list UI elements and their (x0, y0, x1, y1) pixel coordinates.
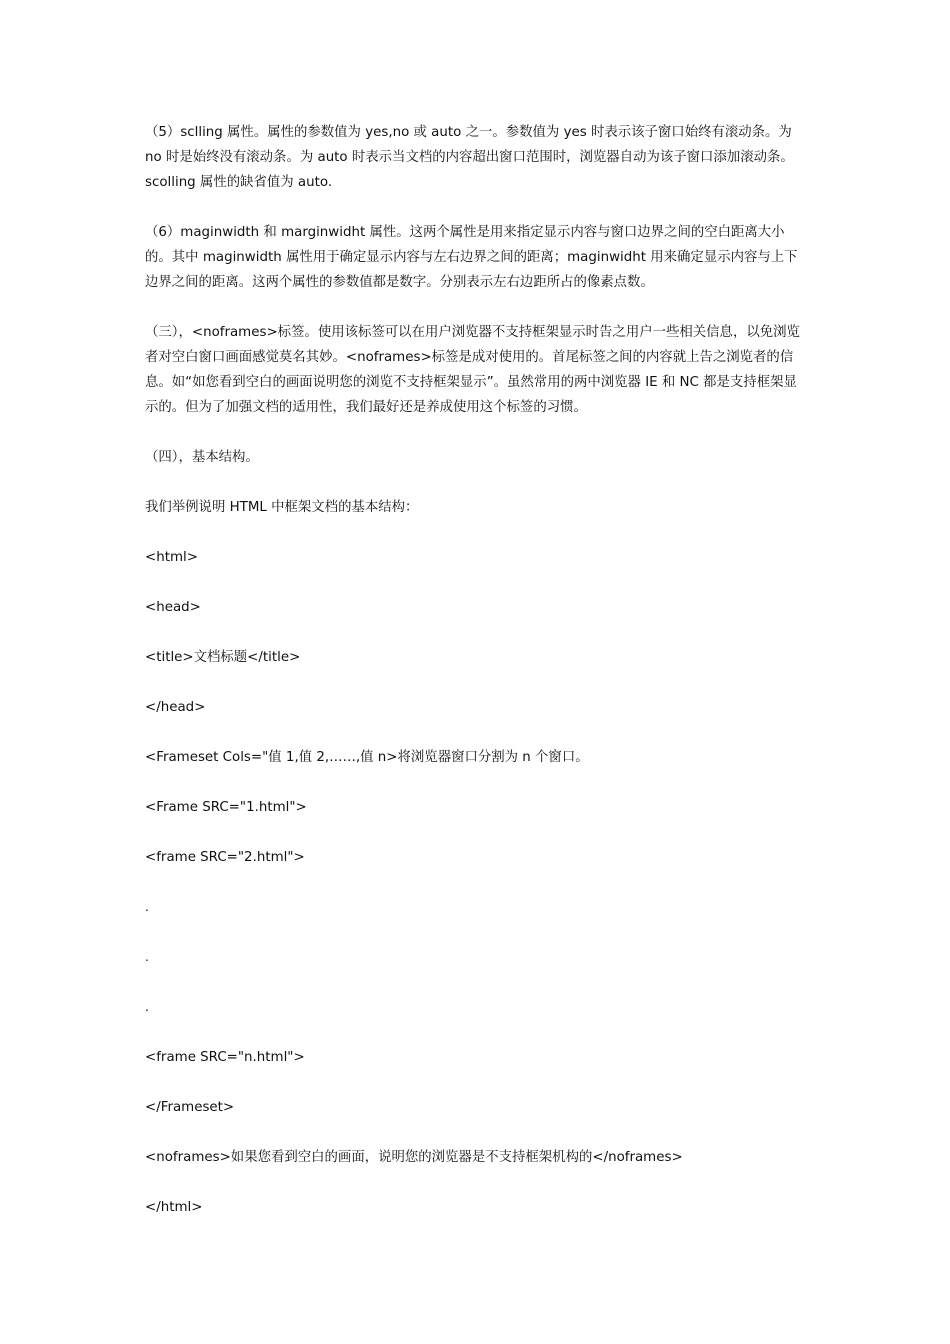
code-ellipsis-dot: . (145, 900, 149, 914)
code-line: <html> (145, 550, 198, 565)
code-line: <title>文档标题</title> (145, 650, 301, 665)
code-line: </head> (145, 700, 206, 715)
paragraph-margin: （6）maginwidth 和 marginwidht 属性。这两个属性是用来指定显示内容与窗口边界之间的空白距离大小的。其中 maginwidth 属性用于确定显示内容与左右边界之间的距离；maginwidht 用来确定显示内容与上下边界之间的距离。这两个属性的参数值都是数字。分别表示左右边距所占的像素点数。 (145, 225, 798, 290)
document-content (145, 120, 810, 1245)
code-line: <frame SRC="n.html"> (145, 1050, 305, 1065)
paragraph-noframes: （三），<noframes>标签。使用该标签可以在用户浏览器不支持框架显示时告之用户一些相关信息，以免浏览者对空白窗口画面感觉莫名其妙。<noframes>标签是成对使用的。首尾标签之间的内容就上告之浏览者的信息。如“如您看到空白的画面说明您的浏览不支持框架显示”。虽然常用的两中浏览器 IE 和 NC 都是支持框架显示的。但为了加强文档的适用性，我们最好还是养成使用这个标签的习惯。 (145, 325, 800, 415)
code-line: <Frame SRC="1.html"> (145, 800, 307, 815)
code-line: </html> (145, 1200, 203, 1215)
code-ellipsis-dot: . (145, 1000, 149, 1014)
section-heading-basic-structure: （四），基本结构。 (145, 450, 259, 465)
code-line: <frame SRC="2.html"> (145, 850, 305, 865)
code-line: <noframes>如果您看到空白的画面，说明您的浏览器是不支持框架机构的</noframes> (145, 1150, 683, 1165)
code-ellipsis-dot: . (145, 950, 149, 964)
code-line: </Frameset> (145, 1100, 235, 1115)
code-line: <Frameset Cols="值 1,值 2,……,值 n>将浏览器窗口分割为 n 个窗口。 (145, 750, 589, 765)
code-line: <head> (145, 600, 201, 615)
intro-line: 我们举例说明 HTML 中框架文档的基本结构： (145, 500, 419, 515)
paragraph-scrolling: （5）sclling 属性。属性的参数值为 yes,no 或 auto 之一。参数值为 yes 时表示该子窗口始终有滚动条。为 no 时是始终没有滚动条。为 auto 时表示当文档的内容超出窗口范围时，浏览器自动为该子窗口添加滚动条。scolling 属性的缺省值为 auto. (145, 125, 794, 190)
